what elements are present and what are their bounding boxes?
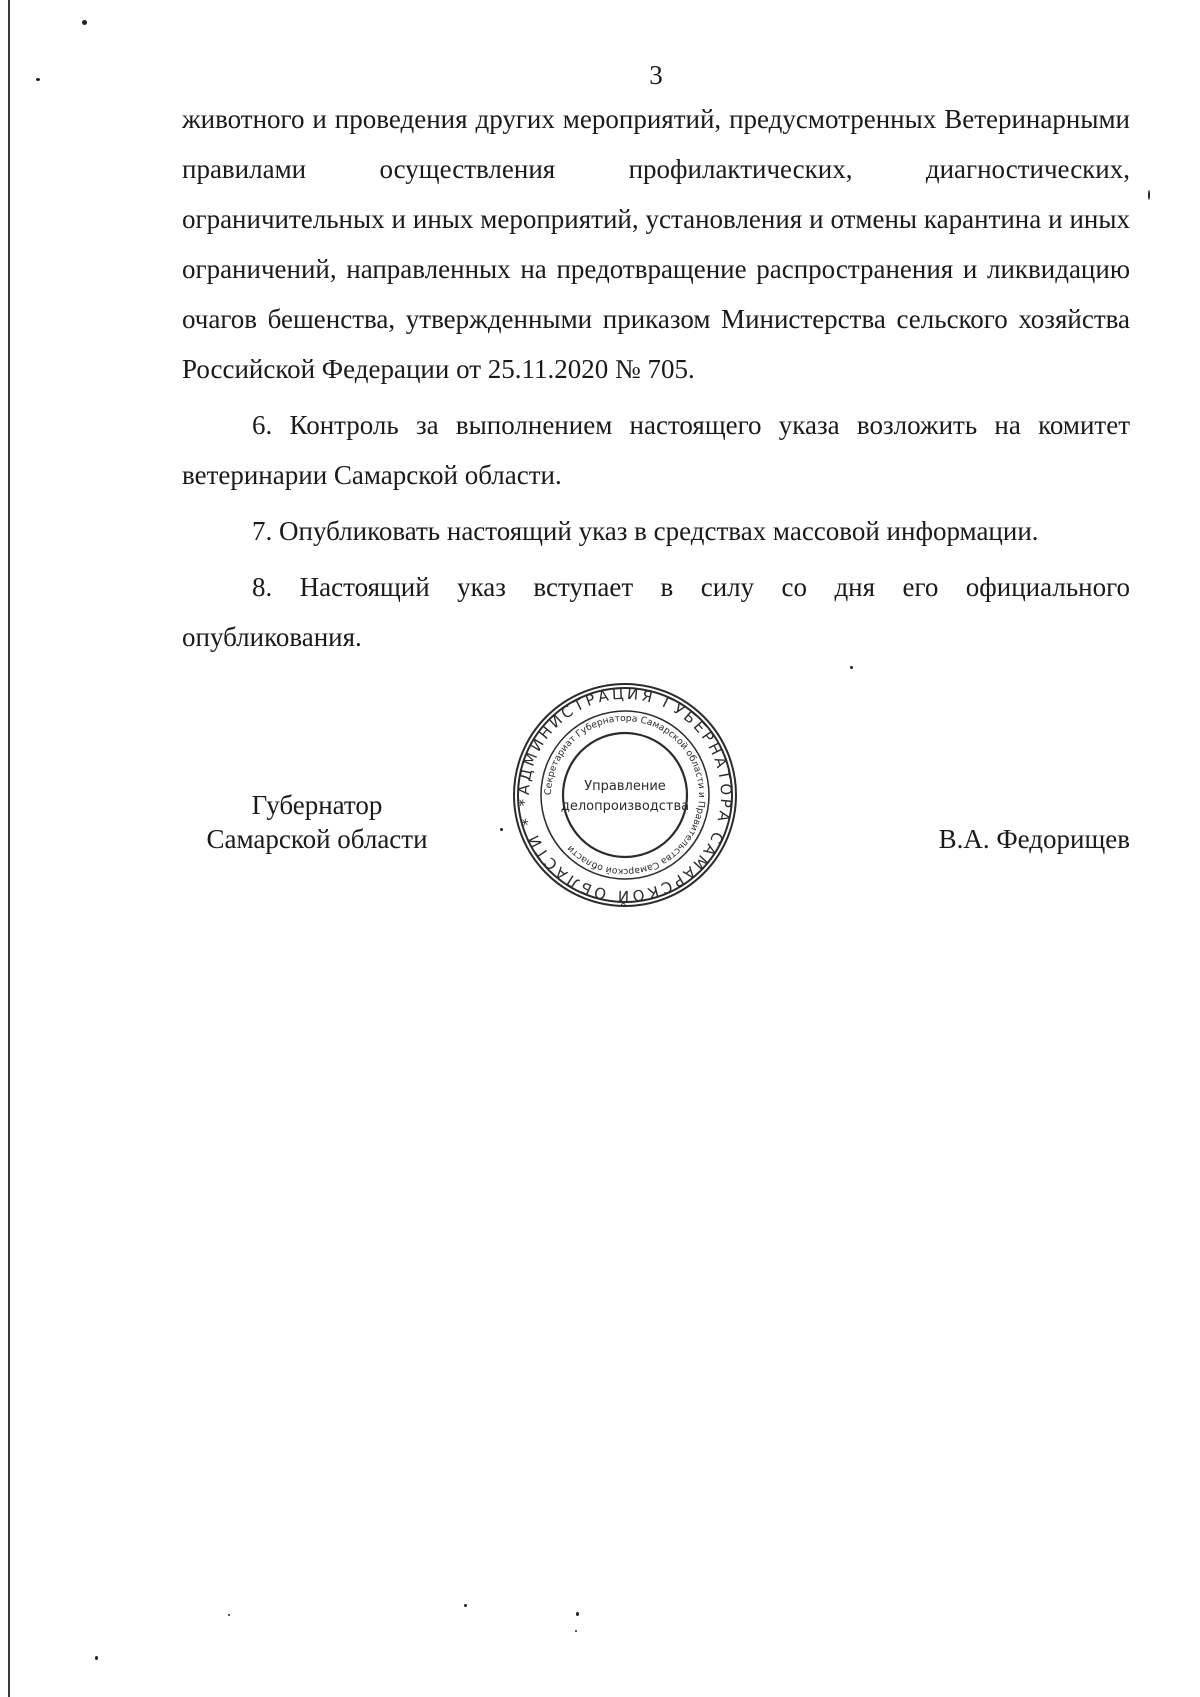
scan-speck xyxy=(95,1656,98,1660)
scan-speck xyxy=(82,20,87,25)
scan-speck xyxy=(1148,190,1150,200)
paragraph-item-7: 7. Опубликовать настоящий указ в средствах массовой информации. xyxy=(252,516,1039,546)
signatory-title-line-1: Губернатор xyxy=(251,790,383,820)
page-number: 3 xyxy=(649,60,663,90)
seal-outer-ring-text: АДМИНИСТРАЦИЯ ГУБЕРНАТОРА САМАРСКОЙ ОБЛАСТИ * * xyxy=(514,684,736,906)
seal-center-line-1: Управление xyxy=(584,779,666,794)
binding-edge-line xyxy=(8,0,10,1697)
official-seal-stamp xyxy=(510,680,740,910)
scan-speck xyxy=(464,1604,467,1607)
document-body xyxy=(182,94,1130,662)
paragraph-item-6: 6. Контроль за выполнением настоящего указа возложить на комитет ветеринарии Самарской области. xyxy=(182,410,1130,490)
scan-speck xyxy=(576,1612,579,1616)
scan-speck xyxy=(575,1630,577,1632)
scan-speck xyxy=(850,666,853,669)
paragraph-item-8: 8. Настоящий указ вступает в силу со дня его официального опубликования. xyxy=(182,572,1130,652)
seal-inner-ring-text: Секретариат Губернатора Самарской области и Правительства Самарской области xyxy=(542,712,708,878)
signatory-title-line-2: Самарской области xyxy=(206,824,428,854)
scan-speck xyxy=(228,1614,230,1616)
paragraph-continuation: животного и проведения других мероприятий, предусмотренных Ветеринарными правилами осуществления профилактических, диагностических, ограничительных и иных мероприятий, установления и отмены карантина и иных ограничений, направленных на предотвращение распространения и ликвидацию очагов бешенства, утвержденными приказом Министерства сельского хозяйства Российской Федерации от 25.11.2020 № 705. xyxy=(182,104,1130,384)
signatory-name: В.А. Федорищев xyxy=(938,824,1130,854)
signature-block xyxy=(182,680,1130,920)
signatory-title xyxy=(192,788,442,856)
seal-center-line-2: делопроизводства xyxy=(560,799,690,814)
